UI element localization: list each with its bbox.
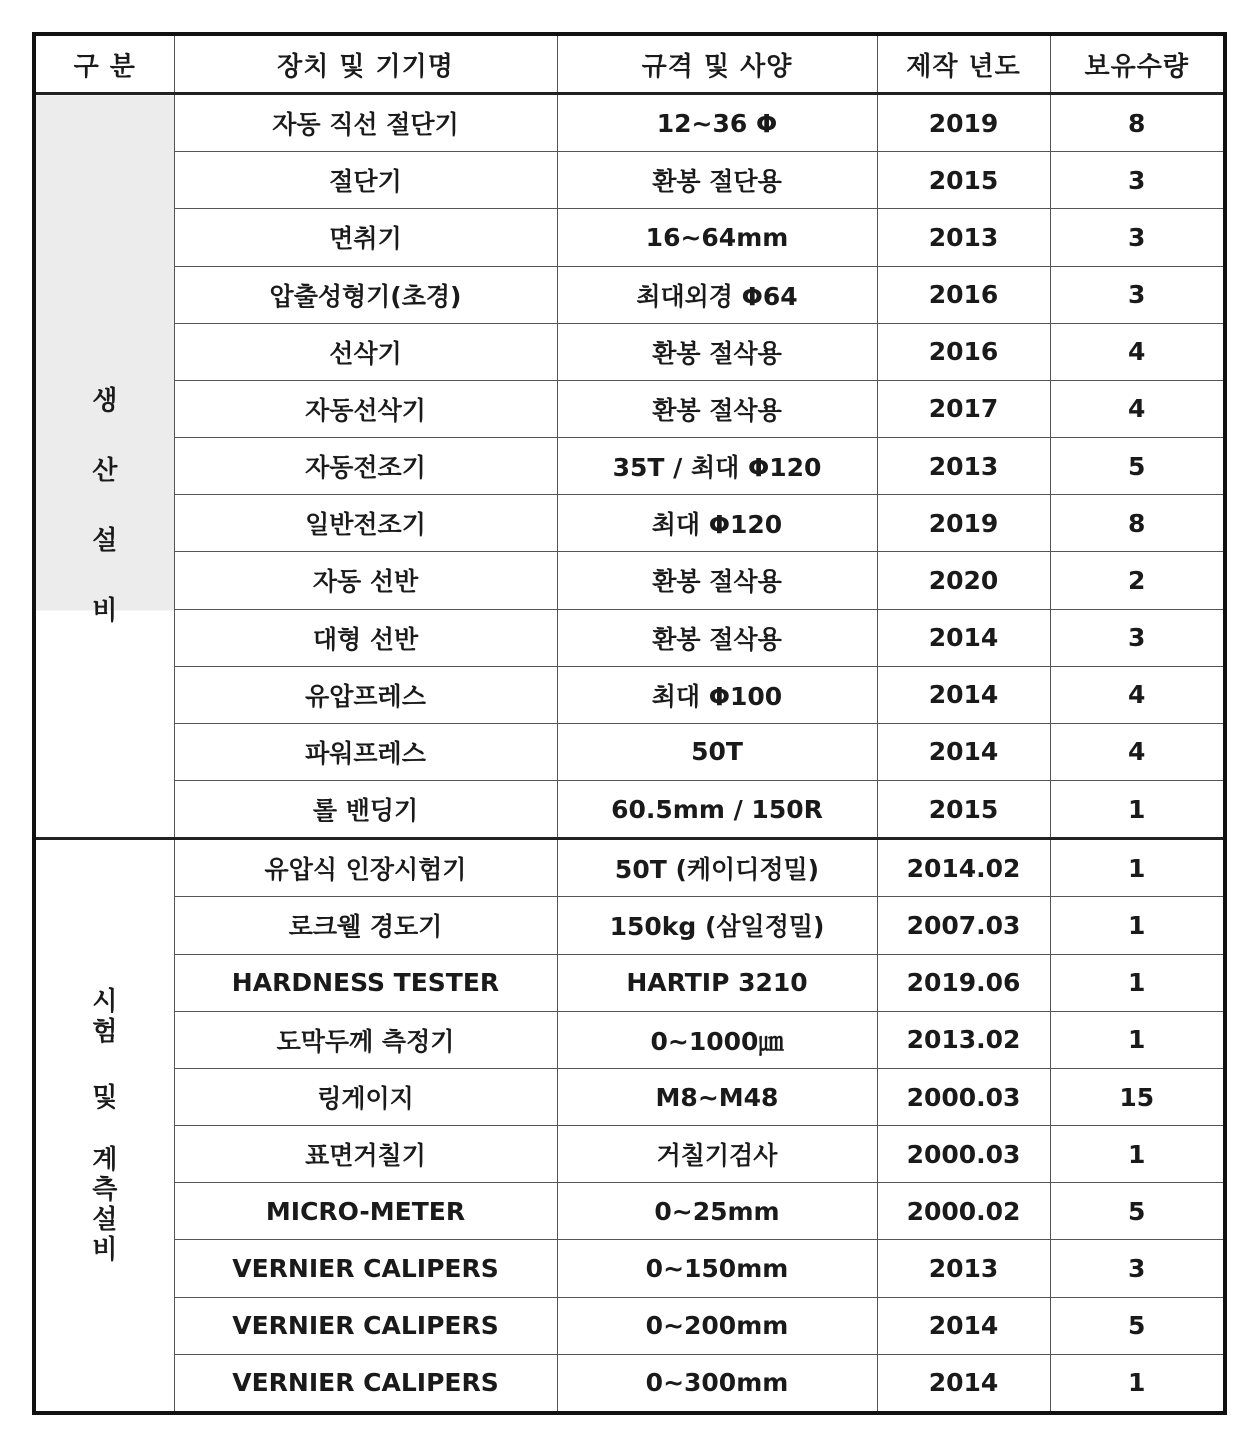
quantity-cell: 2 [1050,552,1225,609]
equipment-name-cell: 자동선삭기 [174,380,557,437]
equipment-name-cell: 자동전조기 [174,438,557,495]
equipment-table [32,32,1227,1415]
table-row [34,438,1225,495]
table-row [34,152,1225,209]
equipment-name-cell: 파워프레스 [174,723,557,780]
header-category: 구 분 [34,34,174,94]
table-row [34,552,1225,609]
year-cell: 2014 [877,723,1050,780]
category-char: 생 [92,386,118,417]
header-year: 제작 년도 [877,34,1050,94]
table-row [34,1297,1225,1354]
equipment-name-cell: 자동 선반 [174,552,557,609]
spec-cell: 60.5mm / 150R [557,781,877,839]
table-row [34,723,1225,780]
year-cell: 2020 [877,552,1050,609]
spec-cell: 0~150mm [557,1240,877,1297]
year-cell: 2013 [877,438,1050,495]
table-row [34,495,1225,552]
header-row [34,34,1225,94]
year-cell: 2019 [877,495,1050,552]
equipment-name-cell: VERNIER CALIPERS [174,1354,557,1413]
header-spec: 규격 및 사양 [557,34,877,94]
table-row [34,1240,1225,1297]
category-char: 비 [92,1234,118,1265]
year-cell: 2017 [877,380,1050,437]
table-row [34,609,1225,666]
spec-cell: 0~1000㎛ [557,1011,877,1068]
year-cell: 2016 [877,323,1050,380]
table-row [34,1354,1225,1413]
equipment-name-cell: 자동 직선 절단기 [174,94,557,152]
spec-cell: 0~200mm [557,1297,877,1354]
quantity-cell: 1 [1050,839,1225,897]
year-cell: 2000.03 [877,1068,1050,1125]
table-row [34,1011,1225,1068]
quantity-cell: 5 [1050,438,1225,495]
year-cell: 2016 [877,266,1050,323]
spec-cell: 환봉 절삭용 [557,380,877,437]
quantity-cell: 4 [1050,723,1225,780]
equipment-name-cell: 유압프레스 [174,666,557,723]
equipment-name-cell: 유압식 인장시험기 [174,839,557,897]
equipment-name-cell: 선삭기 [174,323,557,380]
table-row [34,380,1225,437]
spec-cell: HARTIP 3210 [557,954,877,1011]
year-cell: 2000.03 [877,1126,1050,1183]
table-row [34,94,1225,152]
equipment-name-cell: 절단기 [174,152,557,209]
table-header [34,34,1225,94]
quantity-cell: 4 [1050,323,1225,380]
spec-cell: 환봉 절삭용 [557,552,877,609]
quantity-cell: 3 [1050,152,1225,209]
spec-cell: 50T [557,723,877,780]
equipment-name-cell: 롤 밴딩기 [174,781,557,839]
category-char: 계 [92,1144,118,1175]
table-row [34,897,1225,954]
spec-cell: M8~M48 [557,1068,877,1125]
equipment-name-cell: VERNIER CALIPERS [174,1297,557,1354]
year-cell: 2014 [877,609,1050,666]
quantity-cell: 1 [1050,954,1225,1011]
equipment-name-cell: 압출성형기(초경) [174,266,557,323]
quantity-cell: 8 [1050,495,1225,552]
equipment-name-cell: 면취기 [174,209,557,266]
equipment-name-cell: 로크웰 경도기 [174,897,557,954]
spec-cell: 150kg (삼일정밀) [557,897,877,954]
year-cell: 2014 [877,666,1050,723]
year-cell: 2014.02 [877,839,1050,897]
table-body [34,94,1225,1414]
category-char: 시 [92,986,118,1017]
category-char: 산 [92,456,118,487]
category-char: 설 [92,526,118,557]
quantity-cell: 1 [1050,897,1225,954]
category-char: 험 [92,1016,118,1047]
spec-cell: 최대 Φ100 [557,666,877,723]
equipment-name-cell: VERNIER CALIPERS [174,1240,557,1297]
table-row [34,839,1225,897]
spec-cell: 16~64mm [557,209,877,266]
year-cell: 2013 [877,209,1050,266]
table-row [34,1068,1225,1125]
year-cell: 2015 [877,781,1050,839]
equipment-name-cell: 대형 선반 [174,609,557,666]
category-test-measurement [34,839,174,1413]
spec-cell: 35T / 최대 Φ120 [557,438,877,495]
spec-cell: 최대 Φ120 [557,495,877,552]
year-cell: 2019.06 [877,954,1050,1011]
category-label [36,986,174,1265]
equipment-name-cell: 일반전조기 [174,495,557,552]
spec-cell: 환봉 절삭용 [557,609,877,666]
year-cell: 2013 [877,1240,1050,1297]
spec-cell: 0~300mm [557,1354,877,1413]
equipment-name-cell: MICRO-METER [174,1183,557,1240]
table-row [34,781,1225,839]
spec-cell: 환봉 절단용 [557,152,877,209]
category-char: 비 [92,596,118,627]
category-char: 측 [92,1174,118,1205]
spec-cell: 거칠기검사 [557,1126,877,1183]
equipment-name-cell: 링게이지 [174,1068,557,1125]
category-production [34,94,174,839]
year-cell: 2013.02 [877,1011,1050,1068]
quantity-cell: 1 [1050,1011,1225,1068]
category-char: 및 [92,1082,118,1113]
quantity-cell: 1 [1050,1354,1225,1413]
spec-cell: 12~36 Φ [557,94,877,152]
header-quantity: 보유수량 [1050,34,1225,94]
category-char: 설 [92,1204,118,1235]
quantity-cell: 4 [1050,666,1225,723]
quantity-cell: 1 [1050,1126,1225,1183]
quantity-cell: 15 [1050,1068,1225,1125]
header-equipment-name: 장치 및 기기명 [174,34,557,94]
category-label [36,386,174,627]
quantity-cell: 8 [1050,94,1225,152]
quantity-cell: 3 [1050,209,1225,266]
quantity-cell: 3 [1050,1240,1225,1297]
spec-cell: 최대외경 Φ64 [557,266,877,323]
year-cell: 2014 [877,1297,1050,1354]
year-cell: 2015 [877,152,1050,209]
table-row [34,666,1225,723]
table-row [34,209,1225,266]
quantity-cell: 3 [1050,266,1225,323]
year-cell: 2019 [877,94,1050,152]
quantity-cell: 5 [1050,1183,1225,1240]
table-row [34,266,1225,323]
spec-cell: 환봉 절삭용 [557,323,877,380]
equipment-name-cell: 도막두께 측정기 [174,1011,557,1068]
equipment-name-cell: 표면거칠기 [174,1126,557,1183]
table-row [34,1183,1225,1240]
quantity-cell: 3 [1050,609,1225,666]
table-row [34,1126,1225,1183]
year-cell: 2014 [877,1354,1050,1413]
quantity-cell: 5 [1050,1297,1225,1354]
quantity-cell: 1 [1050,781,1225,839]
year-cell: 2007.03 [877,897,1050,954]
table-row [34,323,1225,380]
table-row [34,954,1225,1011]
equipment-name-cell: HARDNESS TESTER [174,954,557,1011]
quantity-cell: 4 [1050,380,1225,437]
year-cell: 2000.02 [877,1183,1050,1240]
spec-cell: 0~25mm [557,1183,877,1240]
spec-cell: 50T (케이디정밀) [557,839,877,897]
